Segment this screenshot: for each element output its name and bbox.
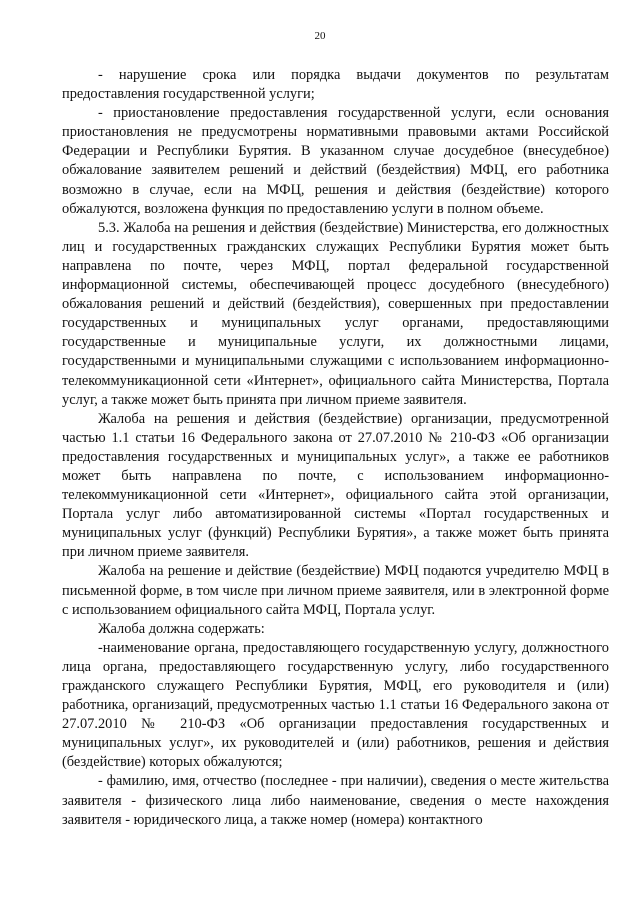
document-body [62,66,609,830]
paragraph-violation-of-deadline: - нарушение срока или порядка выдачи документов по результатам предоставления государственной услуги; [62,67,609,103]
paragraph-complaint-contents-heading: Жалоба должна содержать: [98,620,265,637]
paragraph-complaint-applicant-details: - фамилию, имя, отчество (последнее - при наличии), сведения о месте жительства заявителя - физического лица либо наименование, сведения о месте нахождения заявителя - юридического лица, а также номер (номера) контактного [62,773,609,828]
paragraph-complaint-body-name: -наименование органа, предоставляющего государственную услугу, должностного лица органа, предоставляющего государственную услугу, либо государственного гражданского служащего Республики Бурятия, МФЦ, его руководителя и (или) работника, организаций, предусмотренных частью 1.1 статьи 16 Федерального закона от 27.07.2010 № 210-ФЗ «Об организации предоставления государственных и муниципальных услуг», их руководителей и (или) работников, решения и действия (бездействие) которых обжалуются; [62,639,609,771]
page-number: 20 [314,30,326,42]
paragraph-section-5-3: 5.3. Жалоба на решения и действия (бездействие) Министерства, его должностных лиц и государственных гражданских служащих Республики Бурятия может быть направлена по почте, через МФЦ, портал федеральной государственной информационной системы, обеспечивающей процесс досудебного (внесудебного) обжалования решений и действий (бездействия), совершенных при предоставлении государственных и муниципальных услуг органами, предоставляющими государственные и муниципальные услуги, их должностными лицами, государственными и муниципальными служащими с использованием информационно-телекоммуникационной сети «Интернет», официального сайта Министерства, Портала услуг, а также может быть принята при личном приеме заявителя. [62,219,609,408]
paragraph-complaint-organization: Жалоба на решения и действия (бездействие) организации, предусмотренной частью 1.1 статьи 16 Федерального закона от 27.07.2010 № 210-ФЗ «Об организации предоставления государственных и муниципальных услуг», а также ее работников может быть направлена по почте, с использованием информационно-телекоммуникационной сети «Интернет», официального сайта этой организации, Портала услуг либо автоматизированной системы «Портал государственных и муниципальных услуг (функций) Республики Бурятия», а также может быть принята при личном приеме заявителя. [62,410,609,561]
paragraph-suspension-of-service: - приостановление предоставления государственной услуги, если основания приостановления не предусмотрены нормативными правовыми актами Российской Федерации и Республики Бурятия. В указанном случае досудебное (внесудебное) обжалование заявителем решений и действий (бездействия) МФЦ, его работника возможно в случае, если на МФЦ, решения и действия (бездействие) которого обжалуются, возложена функция по предоставлению услуги в полном объеме. [62,105,609,217]
paragraph-complaint-mfc: Жалоба на решение и действие (бездействие) МФЦ подаются учредителю МФЦ в письменной форме, в том числе при личном приеме заявителя, или в электронной форме с использованием официального сайта МФЦ, Портала услуг. [62,563,609,618]
